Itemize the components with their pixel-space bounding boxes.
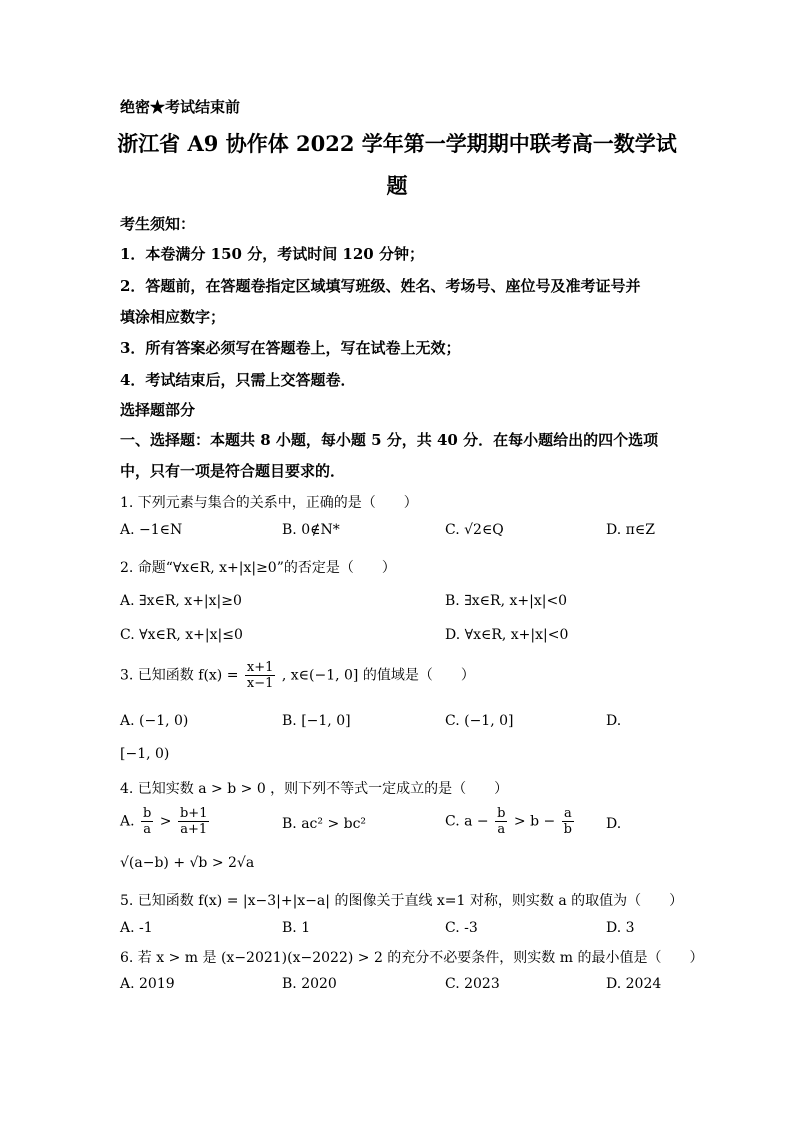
option-a: A. (−1, 0) bbox=[120, 713, 189, 729]
denominator: a bbox=[143, 822, 152, 837]
denominator: b bbox=[563, 822, 572, 837]
option-c: C. √2∈Q bbox=[445, 522, 504, 538]
expression-text: > b − bbox=[513, 813, 556, 830]
numerator: b bbox=[143, 806, 152, 821]
option-b: B. 1 bbox=[282, 920, 311, 936]
question-stem: 6. 若 x > m 是 (x−2021)(x−2022) > 2 的充分不必要条件，则实数 m 的最小值是（ ） bbox=[120, 950, 704, 966]
option-d: D. bbox=[606, 713, 622, 729]
question-stem: 1. 下列元素与集合的关系中，正确的是（ ） bbox=[120, 495, 418, 511]
expression-text: a − bbox=[464, 813, 489, 830]
section-instruction: 中，只有一项是符合题目要求的． bbox=[120, 462, 346, 480]
notice-item: 3．所有答案必须写在答题卷上，写在试卷上无效； bbox=[120, 339, 461, 357]
part-label: 选择题部分 bbox=[120, 401, 196, 419]
question-stem: 4. 已知实数 a > b > 0 ，则下列不等式一定成立的是（ ） bbox=[120, 781, 509, 797]
option-c bbox=[445, 806, 576, 837]
option-a bbox=[120, 806, 211, 837]
option-a: A. -1 bbox=[120, 920, 153, 936]
secret-mark: 绝密★考试结束前 bbox=[120, 98, 241, 116]
fraction bbox=[562, 806, 574, 837]
fraction bbox=[495, 806, 507, 837]
option-b: B. [−1, 0] bbox=[282, 713, 351, 729]
denominator: a+1 bbox=[180, 822, 208, 837]
notice-item: 4．考试结束后，只需上交答题卷． bbox=[120, 371, 356, 389]
option-b: B. 0∉N* bbox=[282, 522, 340, 538]
option-label: A. bbox=[120, 813, 135, 830]
notice-item: 1．本卷满分 150 分，考试时间 120 分钟； bbox=[120, 245, 424, 263]
option-c: C. 2023 bbox=[445, 976, 500, 992]
denominator: x−1 bbox=[246, 676, 274, 691]
question-stem bbox=[120, 660, 475, 691]
fraction bbox=[245, 660, 276, 691]
option-a: A. ∃x∈R, x+|x|≥0 bbox=[120, 593, 242, 609]
option-c: C. (−1, 0] bbox=[445, 713, 514, 729]
option-b: B. 2020 bbox=[282, 976, 337, 992]
option-d: D. π∈Z bbox=[606, 522, 655, 538]
question-stem: 2. 命题“∀x∈R, x+|x|≥0”的否定是（ ） bbox=[120, 560, 396, 576]
stem-text: , x∈(−1, 0] 的值域是（ ） bbox=[281, 667, 475, 684]
option-d: D. bbox=[606, 816, 622, 832]
section-instruction: 一、选择题：本题共 8 小题，每小题 5 分，共 40 分．在每小题给出的四个选项 bbox=[120, 431, 659, 449]
notice-item: 2．答题前，在答题卷指定区域填写班级、姓名、考场号、座位号及准考证号并 bbox=[120, 277, 641, 295]
option-b: B. ∃x∈R, x+|x|<0 bbox=[445, 593, 568, 609]
operator: > bbox=[159, 813, 172, 830]
option-a: A. 2019 bbox=[120, 976, 175, 992]
option-a: A. −1∈N bbox=[120, 522, 183, 538]
option-d: D. 2024 bbox=[606, 976, 662, 992]
numerator: x+1 bbox=[246, 660, 274, 675]
numerator: a bbox=[563, 806, 572, 821]
numerator: b+1 bbox=[179, 806, 208, 821]
notice-item: 填涂相应数字； bbox=[120, 308, 226, 326]
option-c: C. -3 bbox=[445, 920, 478, 936]
option-d-text: √(a−b) + √b > 2√a bbox=[120, 855, 255, 871]
option-d: D. 3 bbox=[606, 920, 635, 936]
exam-title-continued: 题 bbox=[386, 173, 408, 198]
fraction bbox=[178, 806, 210, 837]
numerator: b bbox=[497, 806, 506, 821]
option-d: D. ∀x∈R, x+|x|<0 bbox=[445, 627, 569, 643]
exam-title: 浙江省 A9 协作体 2022 学年第一学期期中联考高一数学试 bbox=[117, 131, 677, 156]
option-c: C. ∀x∈R, x+|x|≤0 bbox=[120, 627, 243, 643]
notice-heading: 考生须知： bbox=[120, 215, 196, 233]
question-stem: 5. 已知函数 f(x) = |x−3|+|x−a| 的图像关于直线 x=1 对称，则实数 a 的取值为（ ） bbox=[120, 893, 684, 909]
denominator: a bbox=[497, 822, 506, 837]
option-b: B. ac² > bc² bbox=[282, 816, 367, 832]
stem-text: 3. 已知函数 f(x) = bbox=[120, 667, 239, 684]
option-d-text: [−1, 0) bbox=[120, 746, 170, 762]
option-label: C. bbox=[445, 813, 460, 830]
fraction bbox=[141, 806, 153, 837]
